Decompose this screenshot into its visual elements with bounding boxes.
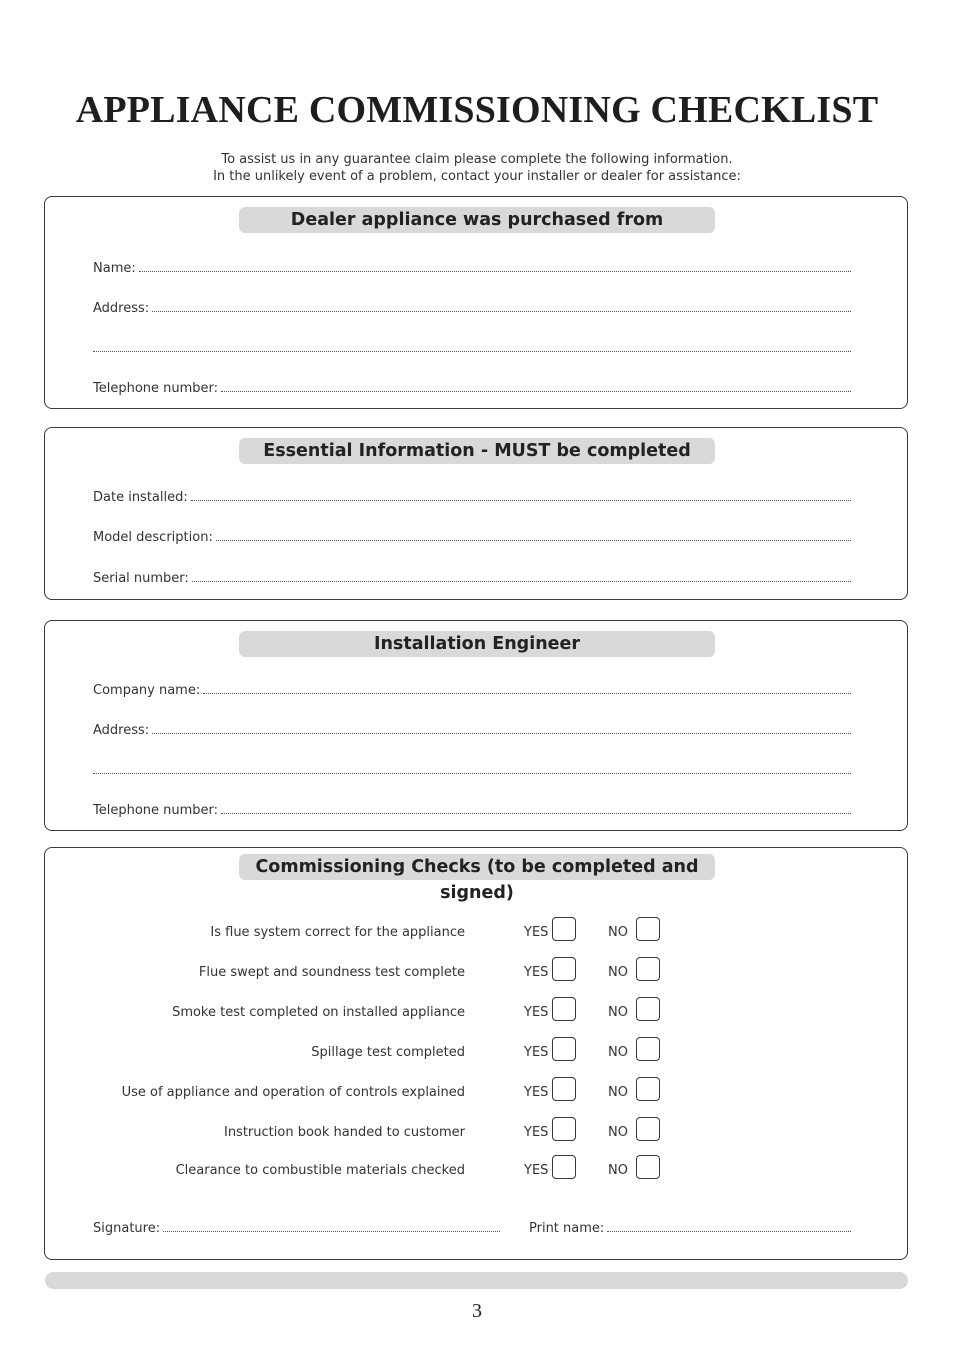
check-question: Spillage test completed xyxy=(311,1045,465,1060)
check-row xyxy=(45,917,907,945)
model-description-line[interactable] xyxy=(216,530,851,541)
company-name-label: Company name: xyxy=(93,683,201,698)
no-checkbox[interactable] xyxy=(636,957,660,981)
no-label: NO xyxy=(608,1085,628,1100)
yes-checkbox[interactable] xyxy=(552,1037,576,1061)
dealer-name-label: Name: xyxy=(93,261,136,276)
model-description-label: Model description: xyxy=(93,530,213,545)
essential-panel xyxy=(44,427,908,600)
checks-heading: Commissioning Checks (to be completed and signed) xyxy=(239,854,715,880)
yes-label: YES xyxy=(524,1045,549,1060)
checks-panel xyxy=(44,847,908,1260)
engineer-address-field[interactable] xyxy=(93,723,851,739)
check-question: Clearance to combustible materials checked xyxy=(175,1163,465,1178)
intro-line-1: To assist us in any guarantee claim please complete the following information. xyxy=(221,152,733,167)
footer-bar xyxy=(45,1272,908,1289)
yes-label: YES xyxy=(524,1163,549,1178)
yes-label: YES xyxy=(524,965,549,980)
no-checkbox[interactable] xyxy=(636,1155,660,1179)
signature-line[interactable] xyxy=(163,1221,500,1232)
date-installed-line[interactable] xyxy=(191,490,851,501)
dealer-name-line[interactable] xyxy=(139,261,851,272)
print-name-field[interactable] xyxy=(529,1221,851,1237)
check-row xyxy=(45,1117,907,1145)
no-checkbox[interactable] xyxy=(636,1117,660,1141)
dealer-address-line-2[interactable] xyxy=(93,341,851,352)
yes-checkbox[interactable] xyxy=(552,957,576,981)
signature-label: Signature: xyxy=(93,1221,161,1236)
check-row xyxy=(45,1077,907,1105)
page-title: APPLIANCE COMMISSIONING CHECKLIST xyxy=(75,89,879,131)
no-label: NO xyxy=(608,1125,628,1140)
engineer-telephone-field[interactable] xyxy=(93,803,851,819)
dealer-panel xyxy=(44,196,908,409)
company-name-field[interactable] xyxy=(93,683,851,699)
engineer-telephone-label: Telephone number: xyxy=(93,803,219,818)
yes-label: YES xyxy=(524,1125,549,1140)
check-question: Use of appliance and operation of controls explained xyxy=(121,1085,465,1100)
check-question: Smoke test completed on installed appliance xyxy=(172,1005,465,1020)
yes-label: YES xyxy=(524,1005,549,1020)
no-label: NO xyxy=(608,1163,628,1178)
no-label: NO xyxy=(608,965,628,980)
yes-checkbox[interactable] xyxy=(552,1077,576,1101)
no-label: NO xyxy=(608,1005,628,1020)
no-checkbox[interactable] xyxy=(636,997,660,1021)
engineer-address-line[interactable] xyxy=(152,723,851,734)
check-row xyxy=(45,997,907,1025)
engineer-heading: Installation Engineer xyxy=(239,631,715,657)
page-number: 3 xyxy=(472,1300,482,1322)
date-installed-label: Date installed: xyxy=(93,490,188,505)
yes-checkbox[interactable] xyxy=(552,1155,576,1179)
check-row xyxy=(45,1037,907,1065)
engineer-address-label: Address: xyxy=(93,723,150,738)
print-name-label: Print name: xyxy=(529,1221,605,1236)
engineer-panel xyxy=(44,620,908,831)
dealer-telephone-line[interactable] xyxy=(221,381,851,392)
engineer-address-line-2-dots[interactable] xyxy=(93,763,851,774)
dealer-address-field[interactable] xyxy=(93,301,851,317)
check-question: Flue swept and soundness test complete xyxy=(198,965,465,980)
intro-line-2: In the unlikely event of a problem, contact your installer or dealer for assistance: xyxy=(213,169,741,184)
yes-checkbox[interactable] xyxy=(552,1117,576,1141)
no-checkbox[interactable] xyxy=(636,1077,660,1101)
no-checkbox[interactable] xyxy=(636,917,660,941)
print-name-line[interactable] xyxy=(607,1221,851,1232)
engineer-telephone-line[interactable] xyxy=(221,803,851,814)
date-installed-field[interactable] xyxy=(93,490,851,506)
serial-number-field[interactable] xyxy=(93,571,851,587)
no-label: NO xyxy=(608,925,628,940)
yes-checkbox[interactable] xyxy=(552,997,576,1021)
company-name-line[interactable] xyxy=(203,683,851,694)
model-description-field[interactable] xyxy=(93,530,851,546)
dealer-telephone-field[interactable] xyxy=(93,381,851,397)
serial-number-line[interactable] xyxy=(192,571,851,582)
check-row xyxy=(45,1155,907,1183)
dealer-address-line-2-dots[interactable] xyxy=(93,341,851,352)
dealer-address-line[interactable] xyxy=(152,301,851,312)
check-question: Is flue system correct for the appliance xyxy=(210,925,465,940)
no-checkbox[interactable] xyxy=(636,1037,660,1061)
serial-number-label: Serial number: xyxy=(93,571,189,586)
dealer-name-field[interactable] xyxy=(93,261,851,277)
dealer-telephone-label: Telephone number: xyxy=(93,381,219,396)
yes-label: YES xyxy=(524,1085,549,1100)
dealer-heading: Dealer appliance was purchased from xyxy=(239,207,715,233)
check-row xyxy=(45,957,907,985)
yes-label: YES xyxy=(524,925,549,940)
signature-field[interactable] xyxy=(93,1221,500,1237)
engineer-address-line-2[interactable] xyxy=(93,763,851,774)
intro-text xyxy=(0,151,954,185)
check-question: Instruction book handed to customer xyxy=(223,1125,465,1140)
yes-checkbox[interactable] xyxy=(552,917,576,941)
dealer-address-label: Address: xyxy=(93,301,150,316)
no-label: NO xyxy=(608,1045,628,1060)
essential-heading: Essential Information - MUST be completed xyxy=(239,438,715,464)
